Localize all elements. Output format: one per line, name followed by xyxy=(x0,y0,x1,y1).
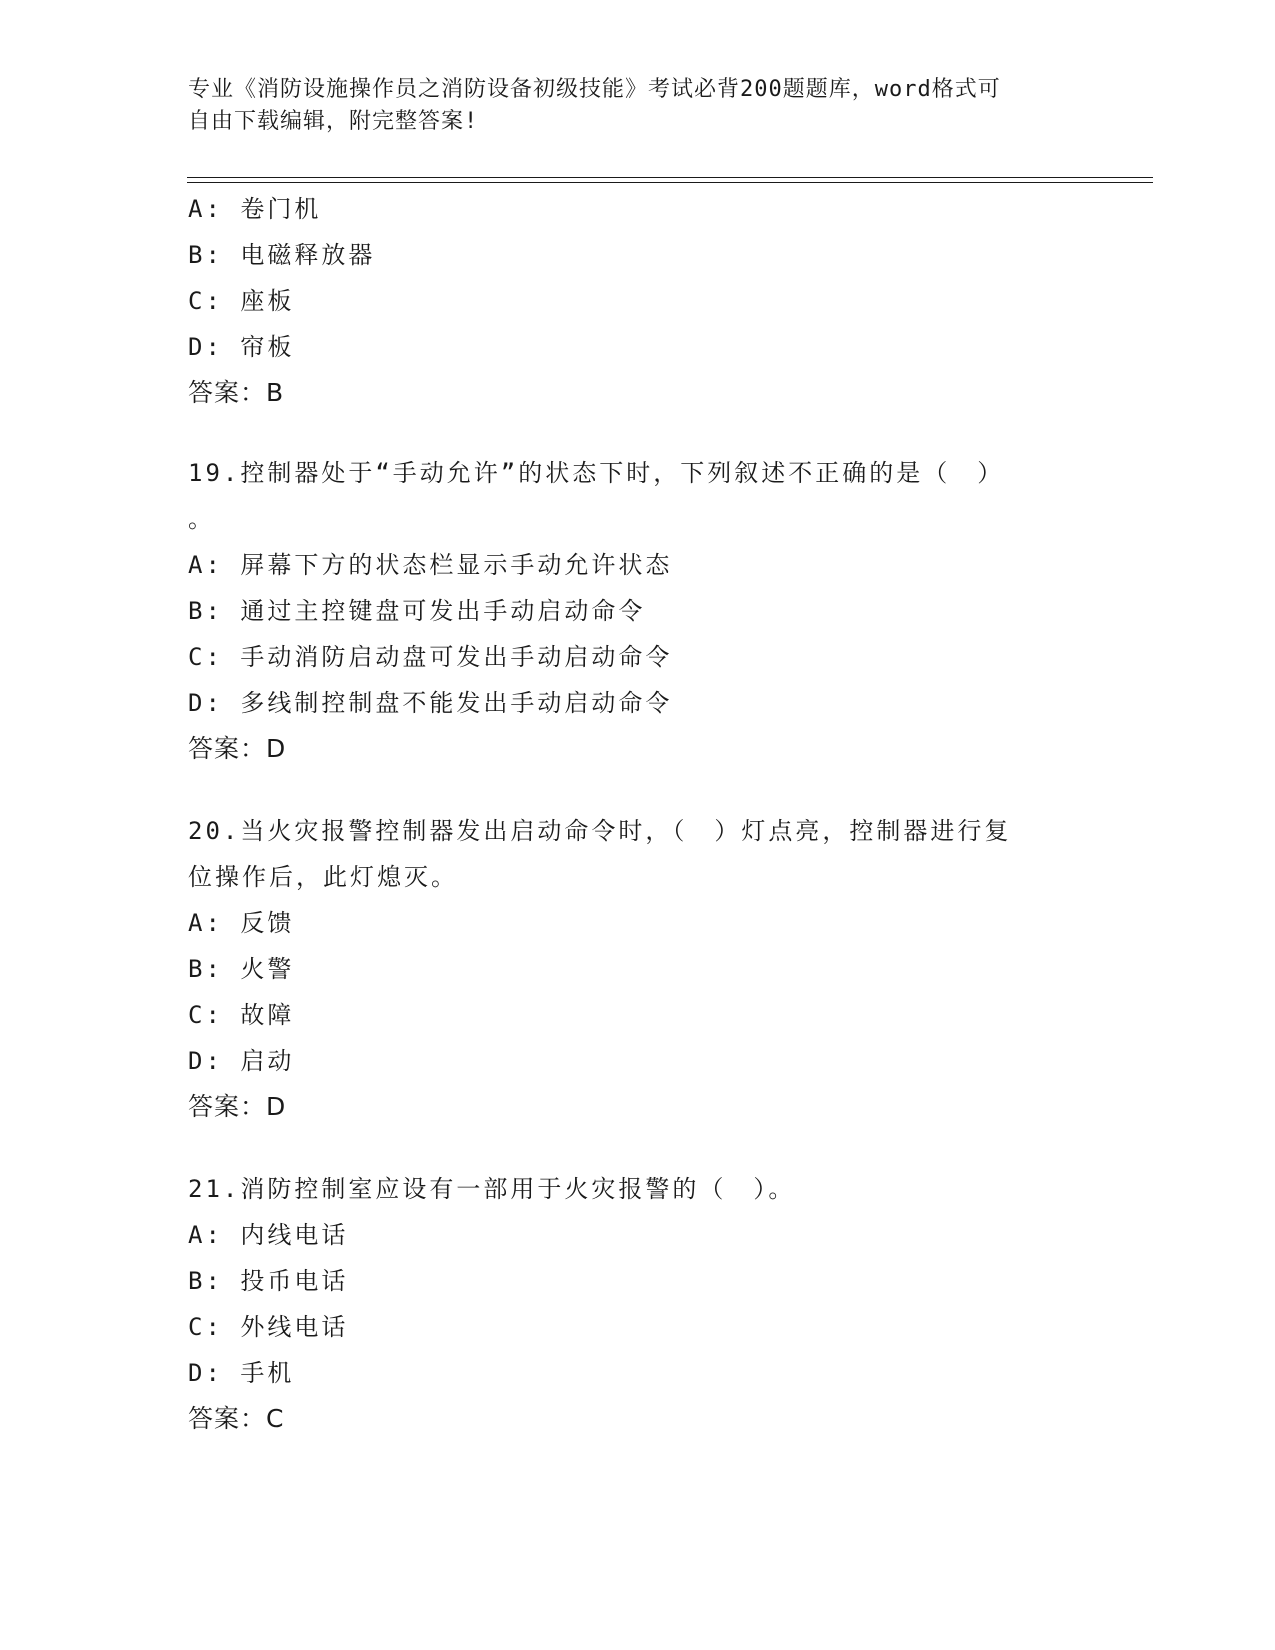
answer-label: 答案：D xyxy=(188,1092,287,1121)
option-b: B: 投币电话 xyxy=(188,1267,349,1295)
question-19 xyxy=(188,450,1088,772)
option-a: A: 屏幕下方的状态栏显示手动允许状态 xyxy=(188,551,673,579)
option-b: B: 电磁释放器 xyxy=(188,241,376,269)
option-d: D: 启动 xyxy=(188,1047,295,1075)
option-a: A: 卷门机 xyxy=(188,195,322,223)
option-c: C: 座板 xyxy=(188,287,295,315)
option-a: A: 反馈 xyxy=(188,909,295,937)
question-stem: 21.消防控制室应设有一部用于火灾报警的（ ）。 xyxy=(188,1175,796,1203)
question-stem: 19.控制器处于“手动允许”的状态下时，下列叙述不正确的是（ ） xyxy=(188,459,1005,487)
option-c: C: 手动消防启动盘可发出手动启动命令 xyxy=(188,643,673,671)
question-stem-continued: 位操作后，此灯熄灭。 xyxy=(188,863,458,891)
document-header xyxy=(188,74,1068,138)
header-divider-bottom xyxy=(187,182,1153,183)
option-b: B: 通过主控键盘可发出手动启动命令 xyxy=(188,597,646,625)
answer-label: 答案：D xyxy=(188,734,287,763)
header-line-2: 自由下载编辑，附完整答案! xyxy=(188,109,479,134)
question-21 xyxy=(188,1166,1088,1442)
header-line-1: 专业《消防设施操作员之消防设备初级技能》考试必背200题题库，word格式可 xyxy=(188,77,1001,102)
answer-label: 答案：C xyxy=(188,1404,285,1433)
answer-label: 答案：B xyxy=(188,378,285,407)
header-divider-top xyxy=(187,177,1153,178)
option-c: C: 外线电话 xyxy=(188,1313,349,1341)
question-20 xyxy=(188,808,1088,1130)
question-18 xyxy=(188,186,1088,416)
option-b: B: 火警 xyxy=(188,955,295,983)
option-d: D: 多线制控制盘不能发出手动启动命令 xyxy=(188,689,673,717)
option-a: A: 内线电话 xyxy=(188,1221,349,1249)
question-stem-continued: 。 xyxy=(188,505,215,533)
question-stem: 20.当火灾报警控制器发出启动命令时，（ ）灯点亮，控制器进行复 xyxy=(188,817,1012,845)
option-d: D: 手机 xyxy=(188,1359,295,1387)
option-c: C: 故障 xyxy=(188,1001,295,1029)
option-d: D: 帘板 xyxy=(188,333,295,361)
